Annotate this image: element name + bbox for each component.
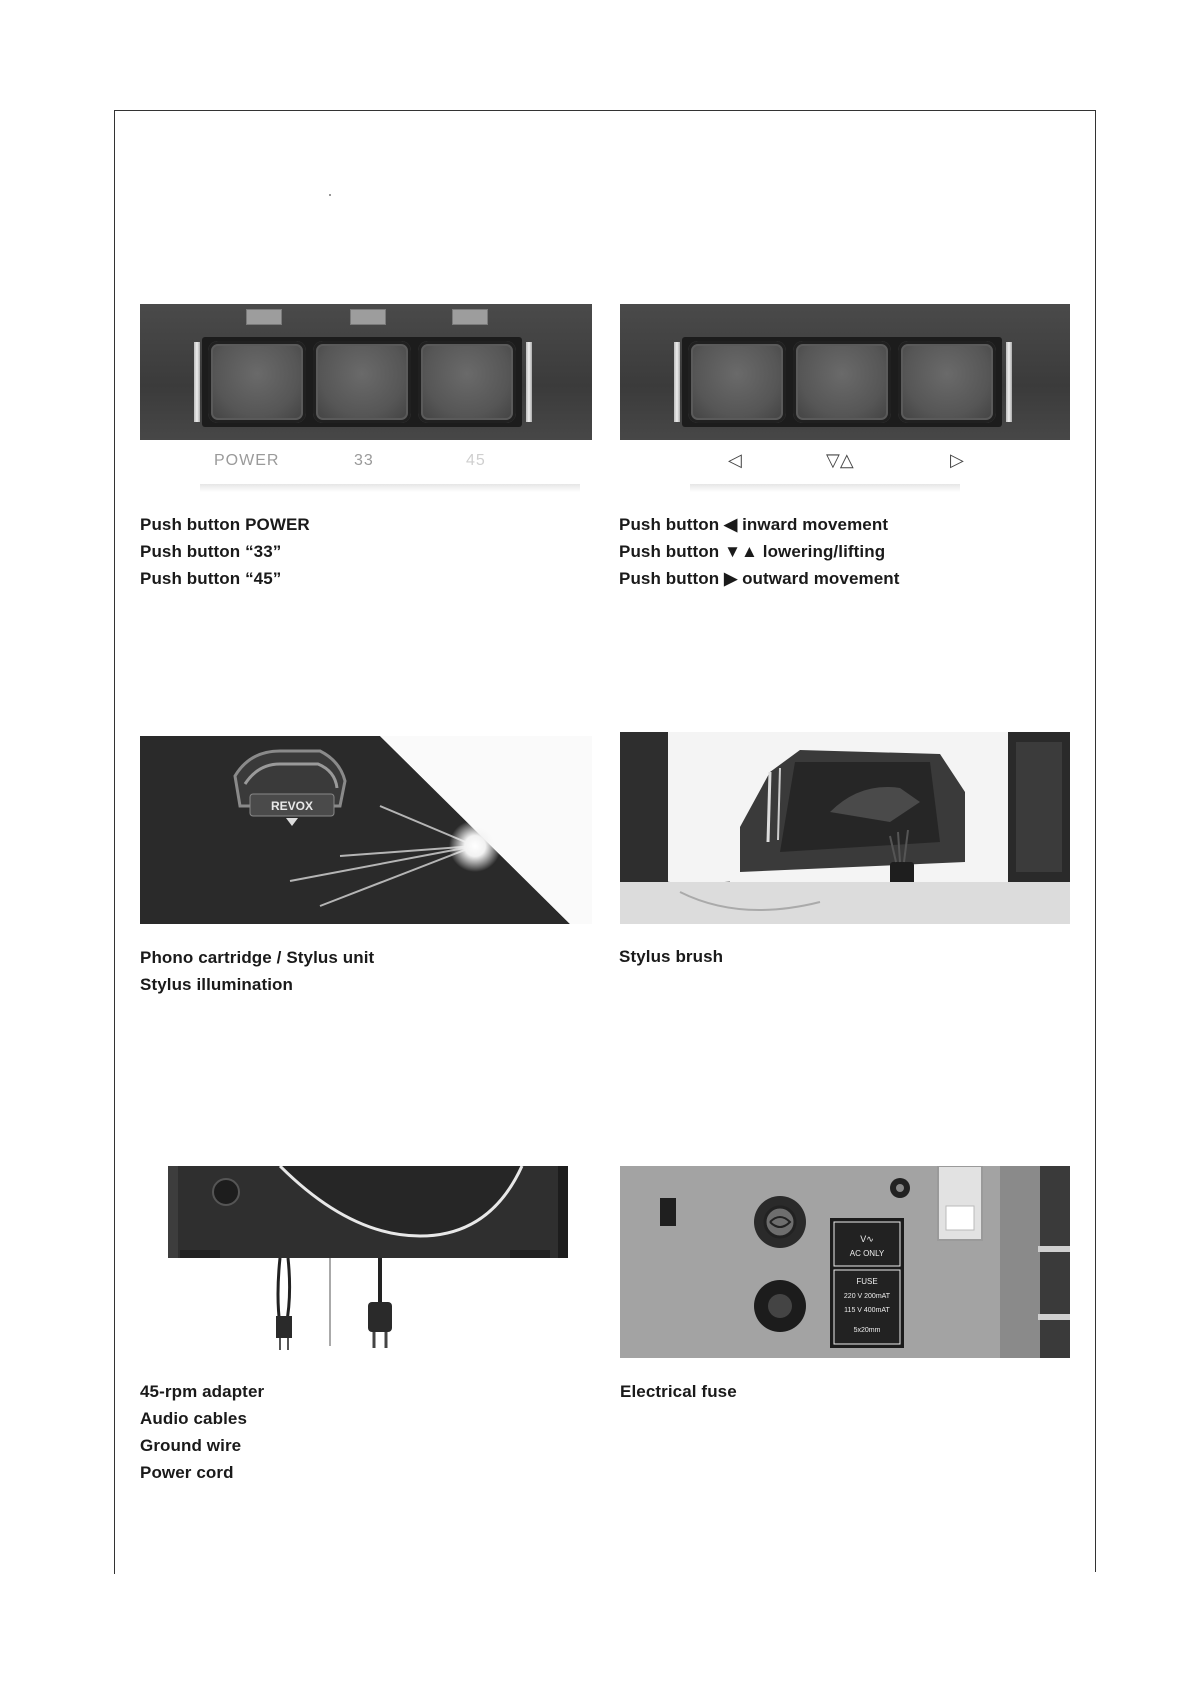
caption-accessories bbox=[140, 1378, 264, 1486]
caption-line: Push button ▶ outward movement bbox=[619, 569, 900, 588]
triangle-left-icon: ◁ bbox=[728, 450, 742, 470]
power-button-panel-photo bbox=[140, 304, 592, 440]
fuse-label-ac-only: AC ONLY bbox=[849, 1249, 885, 1258]
fuse-illustration bbox=[620, 1166, 1070, 1358]
button-33 bbox=[313, 341, 411, 423]
indicator-power bbox=[246, 309, 282, 325]
caption-line: Push button “45” bbox=[140, 569, 282, 588]
cartridge-brand-text: REVOX bbox=[270, 799, 314, 813]
fuse-label-115v: 115 V 400mAT bbox=[844, 1307, 890, 1314]
stylus-brush-photo bbox=[620, 732, 1070, 924]
indicator-33 bbox=[350, 309, 386, 325]
indicator-45 bbox=[452, 309, 488, 325]
accessories-photo bbox=[140, 1166, 592, 1358]
caption-line: Phono cartridge / Stylus unit bbox=[140, 948, 375, 967]
frame-left-line bbox=[114, 110, 115, 1574]
fuse-label-size: 5x20mm bbox=[853, 1327, 881, 1334]
fuse-label-fuse: FUSE bbox=[856, 1277, 878, 1286]
button-well bbox=[682, 337, 1002, 427]
panel-shadow bbox=[200, 484, 580, 492]
panel-edge-right bbox=[1006, 342, 1012, 422]
caption-line: Push button “33” bbox=[140, 542, 282, 561]
button-well bbox=[202, 337, 522, 427]
caption-line: Audio cables bbox=[140, 1409, 248, 1428]
caption-brush bbox=[619, 943, 723, 970]
triangle-down-up-icon: ▽△ bbox=[826, 450, 854, 470]
caption-line: 45-rpm adapter bbox=[140, 1382, 265, 1401]
phono-cartridge-photo bbox=[140, 736, 592, 924]
caption-power-buttons bbox=[140, 511, 310, 592]
fuse-label-220v: 220 V 200mAT bbox=[843, 1293, 891, 1300]
caption-cartridge bbox=[140, 944, 374, 998]
panel-shadow bbox=[690, 484, 960, 492]
label-45: 45 bbox=[466, 452, 486, 469]
power-button bbox=[208, 341, 306, 423]
panel-edge-left bbox=[674, 342, 680, 422]
tonearm-button-panel-photo bbox=[620, 304, 1070, 440]
caption-line: Push button ▼▲ lowering/lifting bbox=[619, 542, 886, 561]
caption-tonearm-buttons bbox=[619, 511, 900, 592]
frame-right-line bbox=[1095, 110, 1096, 1572]
caption-line: Ground wire bbox=[140, 1436, 242, 1455]
cartridge-illustration bbox=[140, 736, 592, 924]
triangle-right-icon: ▷ bbox=[950, 450, 964, 470]
inward-button bbox=[688, 341, 786, 423]
caption-line: Electrical fuse bbox=[620, 1382, 737, 1401]
button-45 bbox=[418, 341, 516, 423]
caption-line: Push button POWER bbox=[140, 515, 310, 534]
panel-edge-left bbox=[194, 342, 200, 422]
label-33: 33 bbox=[354, 452, 374, 469]
panel-edge-right bbox=[526, 342, 532, 422]
caption-line: Stylus illumination bbox=[140, 975, 294, 994]
caption-fuse bbox=[620, 1378, 737, 1405]
fuse-photo bbox=[620, 1166, 1070, 1358]
lower-lift-button bbox=[793, 341, 891, 423]
brush-illustration bbox=[620, 732, 1070, 924]
caption-line: Stylus brush bbox=[619, 947, 724, 966]
speck bbox=[329, 194, 331, 196]
label-power: POWER bbox=[214, 452, 280, 469]
fuse-label-voltage: V∿ bbox=[860, 1234, 874, 1244]
outward-button bbox=[898, 341, 996, 423]
frame-top-line bbox=[114, 110, 1096, 111]
caption-line: Push button ◀ inward movement bbox=[619, 515, 889, 534]
accessories-illustration bbox=[140, 1166, 592, 1358]
caption-line: Power cord bbox=[140, 1463, 234, 1482]
